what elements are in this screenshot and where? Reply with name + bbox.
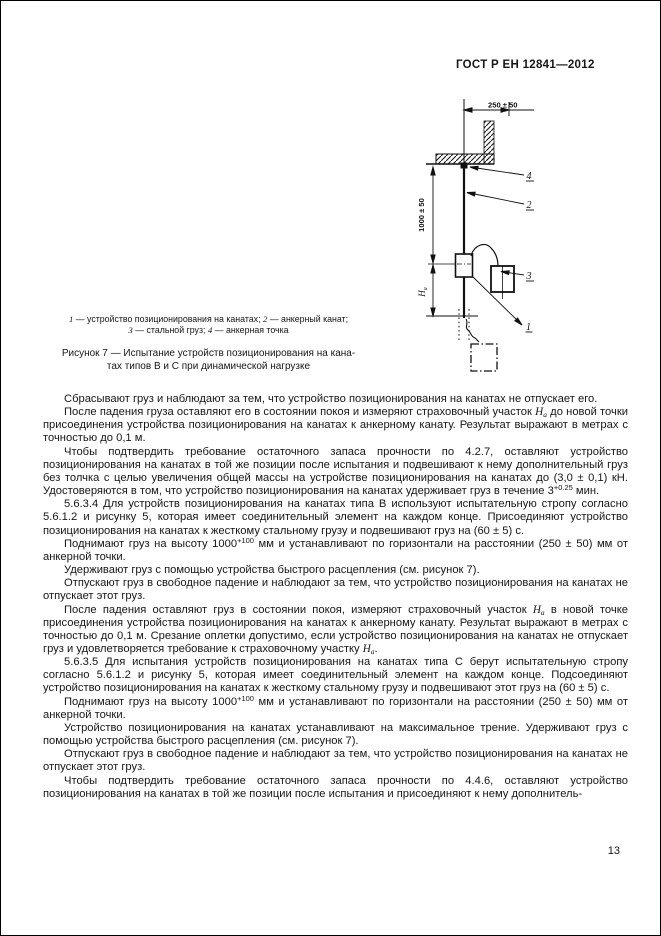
text-segment: Устройство позиционирования на канатах устанавливают на максимальное трение. Удерживают груз с помощью устройства быстрого расцепления (см. рисунок 7). xyxy=(43,721,628,748)
text-segment: 2 xyxy=(262,314,268,324)
callout-1-arrow xyxy=(515,318,522,325)
rope-break-squiggle xyxy=(466,319,479,342)
callout-2-leader xyxy=(467,193,524,205)
paragraph xyxy=(43,693,628,722)
paragraph xyxy=(43,656,628,695)
text-segment: После падения оставляют груз в состоянии покоя, измеряют страховочный участок xyxy=(64,603,533,616)
callout-2-arrow xyxy=(467,192,475,196)
text-segment: — устройство позиционирования на канатах; xyxy=(73,314,263,324)
sling-curve xyxy=(471,245,498,266)
paragraph xyxy=(43,498,628,537)
paragraph xyxy=(43,775,628,801)
page-number: 13 xyxy=(607,845,620,857)
text-segment: до новой точки присоединения устройства позиционирования на канатах к анкерному канату. Результат выражают в метрах с точностью до 0,1 м. xyxy=(43,406,629,445)
text-segment: мин. xyxy=(572,485,600,498)
paragraph xyxy=(43,604,628,657)
text-segment: мм и устанавливают по горизонтали на расстоянии (250 ± 50) мм от анкерной точки. xyxy=(43,695,628,721)
fallen-load-outline xyxy=(471,344,497,371)
callout-4-arrow xyxy=(470,166,478,170)
dimension-top-arrow-left xyxy=(464,108,472,112)
text-segment: 1 xyxy=(68,314,74,324)
figure-legend-line-2 xyxy=(56,325,361,336)
figure-caption xyxy=(56,347,361,373)
text-segment: . xyxy=(374,642,378,655)
text-segment: а xyxy=(540,607,545,617)
text-segment: 4 xyxy=(207,325,213,335)
text-segment: Сбрасывают груз и наблюдают за тем, что устройство позиционирования на канатах не отпускает его. xyxy=(64,393,598,405)
text-segment: H xyxy=(362,642,371,655)
dimension-left-arrow-top xyxy=(431,167,435,175)
dimension-250-label: 250 ± 50 xyxy=(488,100,518,110)
text-segment: — стальной груз; xyxy=(132,325,208,335)
text-segment: +100 xyxy=(237,535,254,545)
text-segment: мм и устанавливают по горизонтали на расстоянии (250 ± 50) мм от анкерной точки. xyxy=(43,537,628,563)
text-segment: а xyxy=(543,410,547,420)
paragraph xyxy=(43,406,628,445)
callout-1-label: 1 xyxy=(526,322,531,333)
standard-number-header: ГОСТ Р ЕН 12841—2012 xyxy=(456,59,595,71)
paragraph xyxy=(43,535,628,564)
body-text xyxy=(43,393,628,801)
dimension-ha-arrow-bottom xyxy=(431,308,435,316)
text-segment: Чтобы подтвердить требование остаточного запаса прочности по 4.2.7, оставляют устройство позиционирования на канатах в той же позиции после испытания и подвешивают к нему дополнительный груз без толчка с целью увеличения общей массы на устройстве позиционирования на канатах до (3,0 ± 0,1) кН. Удостоверяются в том, что устройство позиционирования на канатах удерживает груз в течение 3 xyxy=(43,445,628,498)
paragraph xyxy=(43,722,628,748)
ha-letter: H xyxy=(417,290,427,297)
text-segment: в новой точке присоединения устройства позиционирования на канатах к анкерному канату. Результат выражают в метрах с точностью до 0,1 м. Срезание оплетки допустимо, если устройство позиционирования на канатах не отпускает груз и удовлетворяется требование к страховочному участку xyxy=(43,603,628,655)
text-segment: — анкерный канат; xyxy=(267,314,349,324)
figure-caption-line-1: Рисунок 7 — Испытание устройств позиционирования на кана- xyxy=(61,348,356,359)
paragraph xyxy=(43,748,628,774)
figure-legend xyxy=(56,314,361,336)
text-segment: После падения груза оставляют его в состоянии покоя и измеряют страховочный участок xyxy=(64,406,536,419)
figure-caption-line-2: тах типов В и С при динамической нагрузке xyxy=(106,361,311,372)
positioning-device xyxy=(456,254,473,277)
text-segment: 3 xyxy=(128,325,133,335)
dimension-ha-arrow-top xyxy=(431,265,435,273)
paragraph xyxy=(43,393,628,406)
text-segment: 5.6.3.5 Для испытания устройств позиционирования на канатах типа С берут испытательную стропу согласно 5.6.1.2 и рисунку 5, которая имеет соединительный элемент на каждом конце. Подсоединяют устройство позиционирования на канатах к жесткому стальному грузу и подвешивают этот груз на (60 ± 5) с. xyxy=(43,656,628,695)
paragraph xyxy=(43,577,628,603)
text-segment: Отпускают груз в свободное падение и наблюдают за тем, что устройство позиционирования на канатах не отпускает этот груз. xyxy=(43,748,628,774)
text-segment: 5.6.3.4 Для устройств позиционирования на канатах типа В используют испытательную стропу согласно 5.6.1.2 и рисунку 5, которая имеет соединительный элемент на каждом конце. Присоединяют устройство позиционирования на канатах к жесткому стальному грузу и подвешивают груз на (60 ± 5) с. xyxy=(43,498,628,537)
text-segment: H xyxy=(532,603,541,616)
paragraph xyxy=(43,446,628,499)
dimension-ha-label xyxy=(417,287,429,298)
text-segment: +0.25 xyxy=(553,483,573,493)
figure-7-diagram xyxy=(411,96,661,396)
text-segment: а xyxy=(370,646,375,656)
paragraph xyxy=(43,564,628,577)
text-segment: Чтобы подтвердить требование остаточного запаса прочности по 4.4.6, оставляют устройство позиционирования на канатах в той же позиции после испытания и присоединяют к нему дополнитель- xyxy=(43,774,628,800)
text-segment: Удерживают груз с помощью устройства быстрого расцепления (см. рисунок 7). xyxy=(64,564,480,577)
callout-2-label: 2 xyxy=(526,200,532,211)
figure-legend-line-1 xyxy=(56,314,361,325)
text-segment: H xyxy=(535,406,544,419)
dimension-1000-label: 1000 ± 50 xyxy=(417,198,426,232)
text-segment: — анкерная точка xyxy=(212,325,289,335)
dimension-left-arrow-bottom xyxy=(431,255,435,263)
text-segment: Поднимают груз на высоту 1000 xyxy=(64,695,238,708)
callout-3-label: 3 xyxy=(526,271,532,282)
ha-subscript: а xyxy=(423,287,429,291)
callout-4-label: 4 xyxy=(526,171,532,182)
text-segment: Поднимают груз на высоту 1000 xyxy=(64,537,238,550)
text-segment: Отпускают груз в свободное падение и наблюдают за тем, что устройство позиционирования на канатах не отпускает этот груз. xyxy=(43,577,628,603)
text-segment: +100 xyxy=(237,693,254,703)
